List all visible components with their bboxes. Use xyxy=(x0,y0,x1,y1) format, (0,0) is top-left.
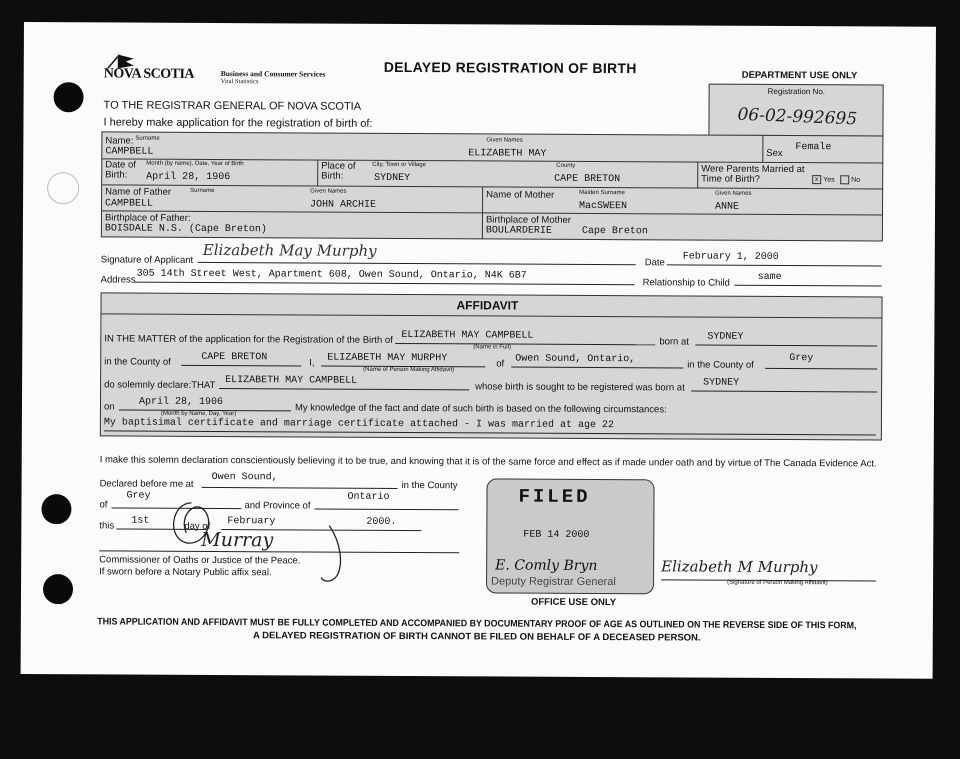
date-of-birth-small-label: Month (by name), Date, Year of Birth xyxy=(146,160,244,168)
father-given-small: Given Names xyxy=(310,188,347,195)
place-of-birth-label: Place of Birth: xyxy=(321,160,356,182)
birth-details-grid xyxy=(101,131,884,241)
on-small-label: (Month by Name, Day, Year) xyxy=(160,410,237,418)
this-label: this xyxy=(99,520,115,532)
affiant-value: ELIZABETH MAY MURPHY xyxy=(327,352,448,365)
name-in-full-label: (Name in Full) xyxy=(473,344,512,351)
declare-value: ELIZABETH MAY CAMPBELL xyxy=(225,375,358,387)
yes-label: Yes xyxy=(823,176,835,184)
father-name-label: Name of Father xyxy=(105,186,172,198)
married-no-option[interactable] xyxy=(840,175,860,184)
father-surname-small: Surname xyxy=(190,187,215,194)
affidavit-box xyxy=(100,292,883,440)
i-label: I, xyxy=(309,357,315,369)
circumstances-value: My baptisimal certificate and marriage certificate attached - I was married at age 22 xyxy=(103,417,615,432)
notary-label: If sworn before a Notary Public affix seal. xyxy=(99,566,272,579)
of-county-label: of xyxy=(99,499,108,511)
mother-given-value: ANNE xyxy=(715,201,740,213)
date-label: Date xyxy=(644,257,665,269)
applicant-signature: Elizabeth May Murphy xyxy=(202,240,377,260)
deputy-signature: E. Comly Bryn xyxy=(495,557,598,575)
born-at-value: SYDNEY xyxy=(707,331,744,343)
married-yes-option[interactable] xyxy=(812,175,834,184)
on-label: on xyxy=(103,401,115,413)
filed-text: FILED xyxy=(518,485,591,508)
footer-line-2: A DELAYED REGISTRATION OF BIRTH CANNOT BE FILED ON BEHALF OF A DECEASED PERSON. xyxy=(252,630,701,644)
mother-maiden-small: Maiden Surname xyxy=(579,189,625,197)
date-of-birth-label: Date of Birth: xyxy=(105,159,136,181)
surname-value: CAMPBELL xyxy=(105,146,154,158)
punch-hole xyxy=(43,574,73,604)
parents-married-label: Were Parents Married at xyxy=(701,163,805,176)
affiant-signature: Elizabeth M Murphy xyxy=(661,557,818,577)
no-label: No xyxy=(851,176,861,184)
born-at-label: born at xyxy=(659,336,689,348)
knowledge-text: My knowledge of the fact and date of such birth is based on the following circumstances: xyxy=(294,402,667,416)
born-at-2-value: SYDNEY xyxy=(703,377,740,389)
declared-value: Owen Sound, xyxy=(211,471,278,484)
affidavit-divider xyxy=(101,313,881,318)
registration-number-value: 06-02-992695 xyxy=(737,104,858,130)
application-text: I hereby make application for the registration of birth of: xyxy=(103,116,373,130)
month-value: February xyxy=(227,516,276,528)
solemn-declaration-text: I make this solemn declaration conscientiously believing it to be true, and knowing that it is of the same force and effect as if made under oath and by virtue of The Canada Evidence Act. xyxy=(99,454,877,470)
given-names-small-label: Given Names xyxy=(486,137,523,144)
no-checkbox[interactable] xyxy=(840,175,849,184)
time-of-birth-label: Time of Birth? xyxy=(701,173,760,185)
place-small-label: City, Town or Village xyxy=(372,161,426,169)
registration-number-box xyxy=(708,84,883,137)
sex-cell xyxy=(762,136,883,164)
of-county-value: Grey xyxy=(126,490,151,502)
filed-stamp xyxy=(486,478,655,594)
logo-text: NOVA SCOTIA xyxy=(103,66,195,82)
date-value: February 1, 2000 xyxy=(682,251,779,263)
sex-label: Sex xyxy=(766,147,783,159)
department-use-label: DEPARTMENT USE ONLY xyxy=(741,69,858,82)
document-sheet xyxy=(21,22,936,679)
declare-label: do solemnly declare:THAT xyxy=(104,379,216,392)
in-the-county-label: in the County xyxy=(401,479,458,492)
mother-birthplace-cell xyxy=(482,212,883,240)
in-county-label: in the County of xyxy=(104,356,171,368)
year-value: 2000. xyxy=(366,516,397,528)
county-2-line xyxy=(765,355,877,370)
address-label: Address xyxy=(100,274,136,286)
of-value: Owen Sound, Ontario, xyxy=(515,353,636,366)
surname-small-label: Surname xyxy=(135,135,160,142)
commissioner-label: Commissioner of Oaths or Justice of the Peace. xyxy=(99,554,301,567)
whose-birth-text: whose birth is sought to be registered was born at xyxy=(475,381,685,394)
punch-hole xyxy=(54,82,84,112)
county-value: CAPE BRETON xyxy=(554,173,621,186)
relationship-value: same xyxy=(757,271,782,283)
form-title: DELAYED REGISTRATION OF BIRTH xyxy=(383,58,637,77)
deputy-registrar-label: Deputy Registrar General xyxy=(491,575,616,589)
birth-of-value: ELIZABETH MAY CAMPBELL xyxy=(401,329,534,342)
mother-birthplace-label: Birthplace of Mother xyxy=(485,214,572,226)
commissioner-line xyxy=(99,537,459,553)
affiant-signature-label: (Signature of Person Making Affidavit) xyxy=(727,579,828,587)
date-of-birth-cell xyxy=(102,158,317,186)
place-of-birth-cell xyxy=(317,160,698,189)
father-given-value: JOHN ARCHIE xyxy=(310,199,377,211)
to-registrar-text: TO THE REGISTRAR GENERAL OF NOVA SCOTIA xyxy=(103,99,362,113)
punch-hole-faint xyxy=(47,172,79,204)
applicant-signature-label: Signature of Applicant xyxy=(100,254,194,266)
father-birthplace-value: BOISDALE N.S. (Cape Breton) xyxy=(104,223,267,236)
county-small-label: County xyxy=(556,162,576,169)
office-use-label: OFFICE USE ONLY xyxy=(530,596,617,609)
date-of-birth-value: April 28, 1906 xyxy=(146,171,231,184)
given-names-value: ELIZABETH MAY xyxy=(468,148,547,160)
address-value: 305 14th Street West, Apartment 608, Owen Sound, Ontario, N4K 6B7 xyxy=(136,268,527,282)
affidavit-title: AFFIDAVIT xyxy=(456,298,519,313)
day-value: 1st xyxy=(131,515,150,527)
father-birthplace-cell xyxy=(102,210,482,238)
province-value: Ontario xyxy=(347,491,390,503)
punch-hole xyxy=(41,494,71,524)
parents-married-cell xyxy=(697,162,883,190)
mother-birthplace-value: BOULARDERIE Cape Breton xyxy=(485,225,648,238)
department-name: Business and Consumer Services xyxy=(220,69,326,79)
commissioner-signature-flourish xyxy=(319,524,349,586)
in-county-label-2: in the County of xyxy=(687,359,754,371)
relationship-label: Relationship to Child xyxy=(642,277,730,289)
yes-checkbox[interactable]: x xyxy=(812,175,821,184)
filed-date: FEB 14 2000 xyxy=(523,529,590,541)
department-sub: Vital Statistics xyxy=(220,78,259,86)
father-birthplace-label: Birthplace of Father: xyxy=(104,212,191,224)
mother-given-small: Given Names xyxy=(715,190,752,197)
day-of-label: day of xyxy=(184,520,211,532)
father-name-cell xyxy=(102,184,482,213)
mother-name-cell xyxy=(482,186,883,215)
declared-before-label: Declared before me at xyxy=(99,478,194,490)
mother-maiden-value: MacSWEEN xyxy=(579,200,628,213)
affiant-small-label: (Name of Person Making Affidavit) xyxy=(363,366,455,374)
affidavit-county-2-value: Grey xyxy=(789,353,814,365)
commissioner-signature: Murray xyxy=(201,528,274,552)
mother-name-label: Name of Mother xyxy=(486,189,555,201)
on-value: April 28, 1906 xyxy=(138,396,224,409)
province-label: and Province of xyxy=(244,500,311,512)
in-matter-text: IN THE MATTER of the application for the Registration of the Birth of xyxy=(104,333,393,346)
of-label: of xyxy=(496,358,505,370)
place-of-birth-value: SYDNEY xyxy=(374,172,411,185)
footer-line-1: THIS APPLICATION AND AFFIDAVIT MUST BE FULLY COMPLETED AND ACCOMPANIED BY DOCUMENTARY PROOF OF AGE AS OUTLINED ON THE REVERSE SIDE OF THIS FORM, xyxy=(97,616,857,632)
father-surname-value: CAMPBELL xyxy=(105,198,154,210)
name-label: Name: xyxy=(105,135,134,147)
registration-number-label: Registration No. xyxy=(767,86,826,97)
affidavit-county-value: CAPE BRETON xyxy=(201,351,268,364)
sex-value: Female xyxy=(795,142,832,154)
